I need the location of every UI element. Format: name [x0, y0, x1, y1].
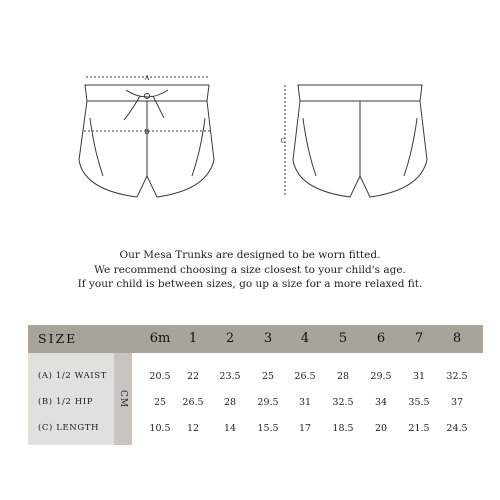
size-col-header: 7 — [414, 331, 424, 346]
table-cell: 28 — [223, 397, 237, 408]
table-cell: 26.5 — [182, 397, 204, 408]
table-cell: 23.5 — [219, 371, 241, 382]
garment-diagram — [0, 0, 500, 230]
measure-c-label: C — [280, 137, 286, 145]
table-cell: 25 — [261, 371, 275, 382]
measure-b-label: B — [144, 128, 150, 136]
size-chart-table — [28, 325, 483, 445]
table-cell: 37 — [450, 397, 464, 408]
measure-a — [86, 74, 208, 82]
size-col-header: 2 — [225, 331, 235, 346]
fit-guidance-line-2: We recommend choosing a size closest to your child's age. — [94, 263, 406, 276]
table-cell: 20.5 — [149, 371, 171, 382]
row-label: (C) LENGTH — [38, 423, 99, 433]
table-cell: 32.5 — [446, 371, 468, 382]
size-col-header: 4 — [300, 331, 310, 346]
table-cell: 10.5 — [149, 423, 171, 434]
measure-b — [84, 128, 210, 136]
table-cell: 20 — [374, 423, 388, 434]
size-chart-body — [28, 353, 483, 445]
row-label: (B) 1/2 HIP — [38, 397, 94, 407]
unit-label: CM — [118, 389, 128, 409]
size-col-header: 1 — [188, 331, 198, 346]
table-cell: 22 — [186, 371, 200, 382]
table-cell: 26.5 — [294, 371, 316, 382]
fit-guidance-text — [0, 248, 500, 292]
size-chart-header — [28, 325, 483, 353]
table-cell: 35.5 — [408, 397, 430, 408]
measure-c — [281, 85, 286, 196]
size-col-header: 5 — [338, 331, 348, 346]
table-row-hip — [28, 393, 483, 413]
table-cell: 34 — [374, 397, 388, 408]
table-cell: 31 — [298, 397, 312, 408]
fit-guidance-line-3: If your child is between sizes, go up a size for a more relaxed fit. — [77, 278, 423, 290]
fit-guidance-line-1: Our Mesa Trunks are designed to be worn fitted. — [119, 249, 381, 261]
table-cell: 24.5 — [446, 423, 468, 434]
front-view-drawing — [79, 85, 214, 197]
measure-a-label: A — [144, 74, 150, 82]
table-cell: 31 — [412, 371, 426, 382]
table-row-waist — [28, 367, 483, 387]
row-label: (A) 1/2 WAIST — [38, 371, 107, 381]
table-cell: 32.5 — [332, 397, 354, 408]
size-col-header: 6 — [376, 331, 386, 346]
size-header-label: SIZE — [38, 331, 78, 346]
table-row-length — [28, 419, 483, 439]
size-col-header: 6m — [149, 331, 171, 346]
table-cell: 21.5 — [408, 423, 430, 434]
table-cell: 14 — [223, 423, 237, 434]
size-col-header: 3 — [263, 331, 273, 346]
back-view-drawing — [293, 85, 427, 197]
table-cell: 18.5 — [332, 423, 354, 434]
size-col-header: 8 — [452, 331, 462, 346]
table-cell: 12 — [186, 423, 200, 434]
table-cell: 29.5 — [370, 371, 392, 382]
table-cell: 29.5 — [257, 397, 279, 408]
table-cell: 17 — [298, 423, 312, 434]
table-cell: 28 — [336, 371, 350, 382]
table-cell: 15.5 — [257, 423, 279, 434]
table-cell: 25 — [153, 397, 167, 408]
